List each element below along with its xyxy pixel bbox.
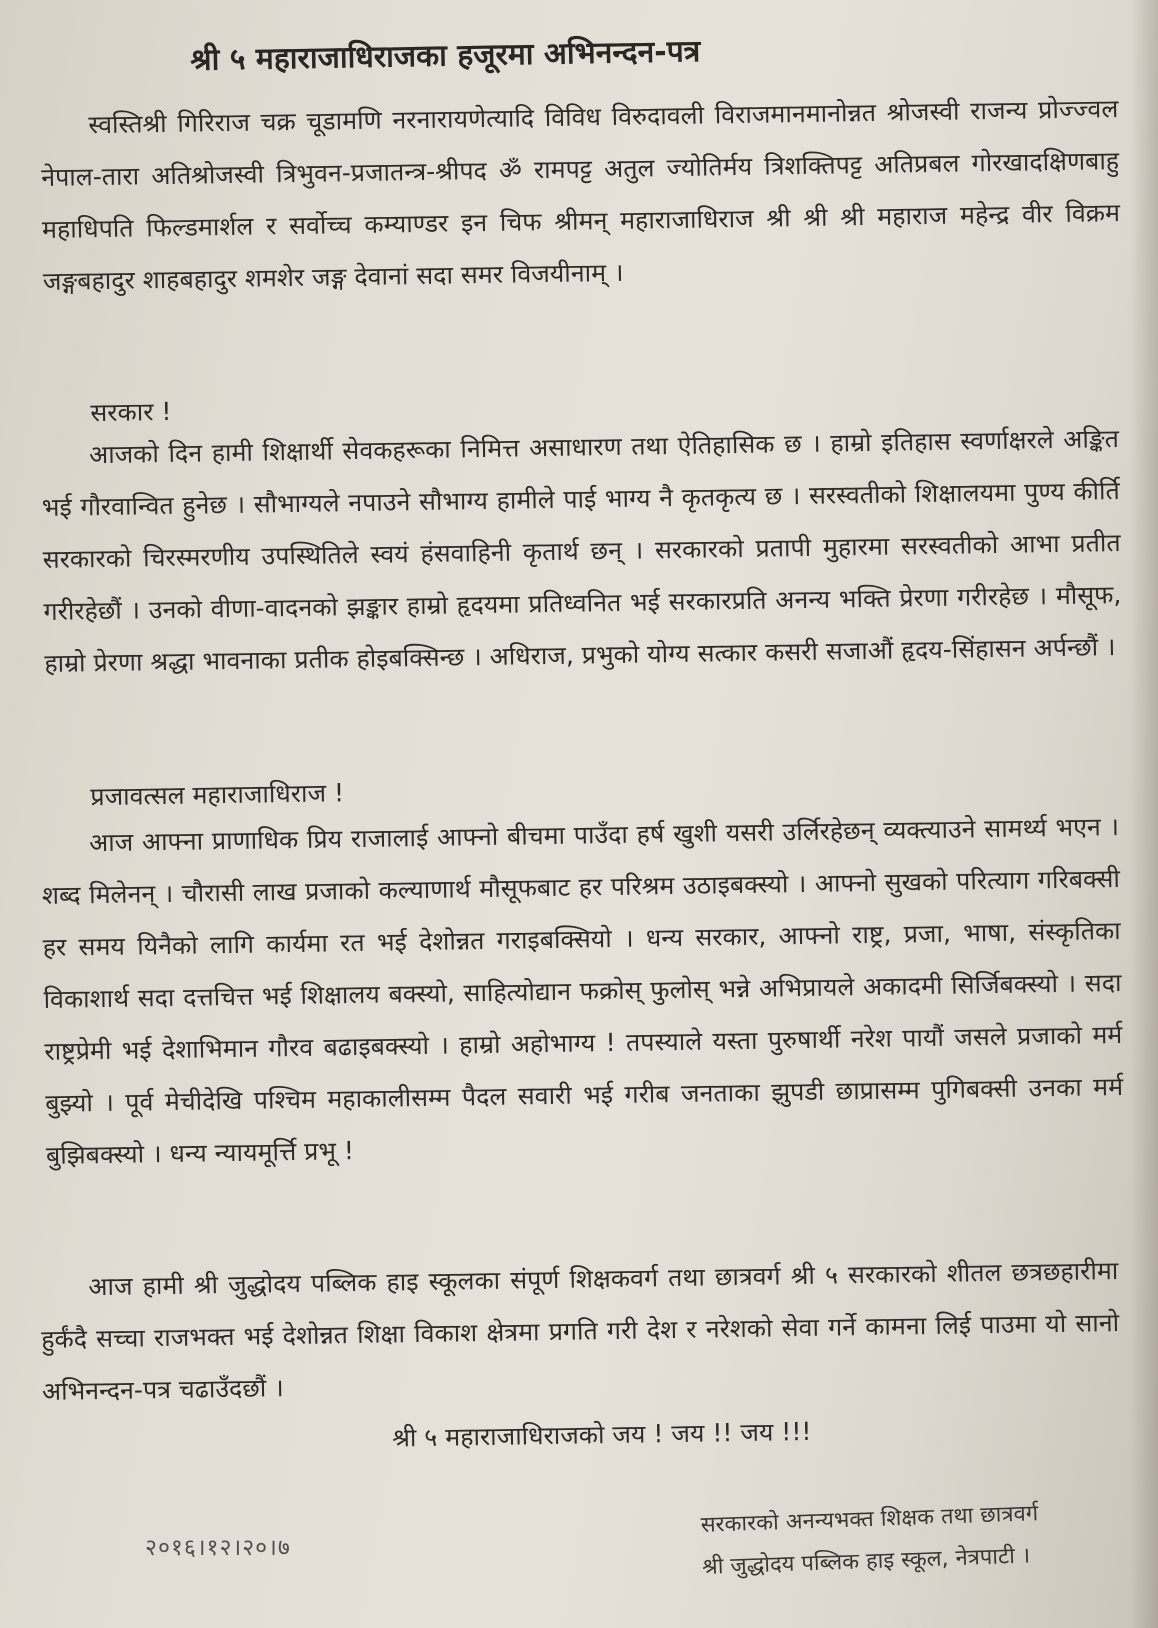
jay-line: श्री ५ महाराजाधिराजको जय ! जय !! जय !!! [391, 1416, 812, 1453]
document-title: श्री ५ महाराजाधिराजका हजूरमा अभिनन्दन-पत्र [190, 34, 701, 78]
paragraph-2: आज आफ्ना प्राणाधिक प्रिय राजालाई आफ्नो बीचमा पाउँदा हर्ष खुशी यसरी उर्लिरहेछन् व्यक्त्याउने सामर्थ्य भएन । शब्द मिलेनन् । चौरासी लाख प्रजाको कल्याणार्थ मौसूफबाट हर परिश्रम उठाइबक्स्यो । आफ्नो सुखको परित्याग गरिबक्सी हर समय यिनैको लागि कार्यमा रत भई देशोन्नत गराइबक्सियो । धन्य सरकार, आफ्नो राष्ट्र, प्रजा, भाषा, संस्कृतिका विकाशार्थ सदा दत्तचित्त भई शिक्षालय बक्स्यो, साहित्योद्यान फक्रोस् फुलोस् भन्ने अभिप्रायले अकादमी सिर्जिबक्स्यो । सदा राष्ट्रप्रेमी भई देशाभिमान गौरव बढाइबक्स्यो । हाम्रो अहोभाग्य ! तपस्याले यस्ता पुरुषार्थी नरेश पायौं जसले प्रजाको मर्म बुझ्यो । पूर्व मेचीदेखि पश्चिम महाकालीसम्म पैदल सवारी भई गरीब जनताका झुपडी छाप्रासम्म पुगिबक्सी उनका मर्म बुझिबक्स्यो । धन्य न्यायमूर्त्ति प्रभू ! [41, 812, 1124, 1170]
signature-block [700, 1490, 1123, 1589]
section-3 [40, 1245, 1121, 1470]
section-2 [40, 755, 1124, 1182]
opening-paragraph: स्वस्तिश्री गिरिराज चक्र चूडामणि नरनारायणेत्यादि विविध विरुदावली विराजमानमानोन्नत श्रोजस्वी राजन्य प्रोज्ज्वल नेपाल-तारा अतिश्रोजस्वी त्रिभुवन-प्रजातन्त्र-श्रीपद ॐ रामपट्ट अतुल ज्योतिर्मय त्रिशक्तिपट्ट अतिप्रबल गोरखादक्षिणबाहु महाधिपति फिल्डमार्शल र सर्वोच्च कम्याण्डर इन चिफ श्रीमन् महाराजाधिराज श्री श्री श्री महाराज महेन्द्र वीर विक्रम जङ्गबहादुर शाहबहादुर शमशेर जङ्ग देवानां सदा समर विजयीनाम् । [40, 94, 1121, 296]
section-1 [40, 371, 1123, 690]
paragraph-3: आज हामी श्री जुद्धोदय पब्लिक हाइ स्कूलका संपूर्ण शिक्षकवर्ग तथा छात्रवर्ग श्री ५ सरकारको शीतल छत्रछहारीमा हुर्कंदै सच्चा राजभक्त भई देशोन्नत शिक्षा विकाश क्षेत्रमा प्रगति गरी देश र नरेशको सेवा गर्ने कामना लिई पाउमा यो सानो अभिनन्दन-पत्र चढाउँदछौं । [40, 1256, 1120, 1406]
salutation-prajavatsal: प्रजावत्सल महाराजाधिराज ! [90, 778, 345, 812]
paragraph-1: आजको दिन हामी शिक्षार्थी सेवकहरूका निमित्त असाधारण तथा ऐतिहासिक छ । हाम्रो इतिहास स्वर्णाक्षरले अङ्कित भई गौरवान्वित हुनेछ । सौभाग्यले नपाउने सौभाग्य हामीले पाई भाग्य नै कृतकृत्य छ । सरस्वतीको शिक्षालयमा पुण्य कीर्ति सरकारको चिरस्मरणीय उपस्थितिले स्वयं हंसवाहिनी कृतार्थ छन् । सरकारको प्रतापी मुहारमा सरस्वतीको आभा प्रतीत गरीरहेछौं । उनको वीणा-वादनको झङ्कार हाम्रो हृदयमा प्रतिध्वनित भई सरकारप्रति अनन्य भक्ति प्रेरणा गरीरहेछ । मौसूफ, हाम्रो प्रेरणा श्रद्धा भावनाका प्रतीक होइबक्सिन्छ । अधिराज, प्रभुको योग्य सत्कार कसरी सजाऔं हृदय-सिंहासन अर्पन्छौं । [41, 424, 1122, 678]
salutation-sarkar: सरकार ! [90, 396, 172, 428]
document-date: २०१६।१२।२०।७ [145, 1535, 291, 1561]
signature-line-1: सरकारको अनन्यभक्त शिक्षक तथा छात्रवर्ग [700, 1501, 1039, 1538]
document-body [40, 83, 1121, 308]
page-fold-shadow [1130, 0, 1158, 1628]
signature-line-2: श्री जुद्धोदय पब्लिक हाइ स्कूल, नेत्रपाटी । [701, 1543, 1031, 1580]
